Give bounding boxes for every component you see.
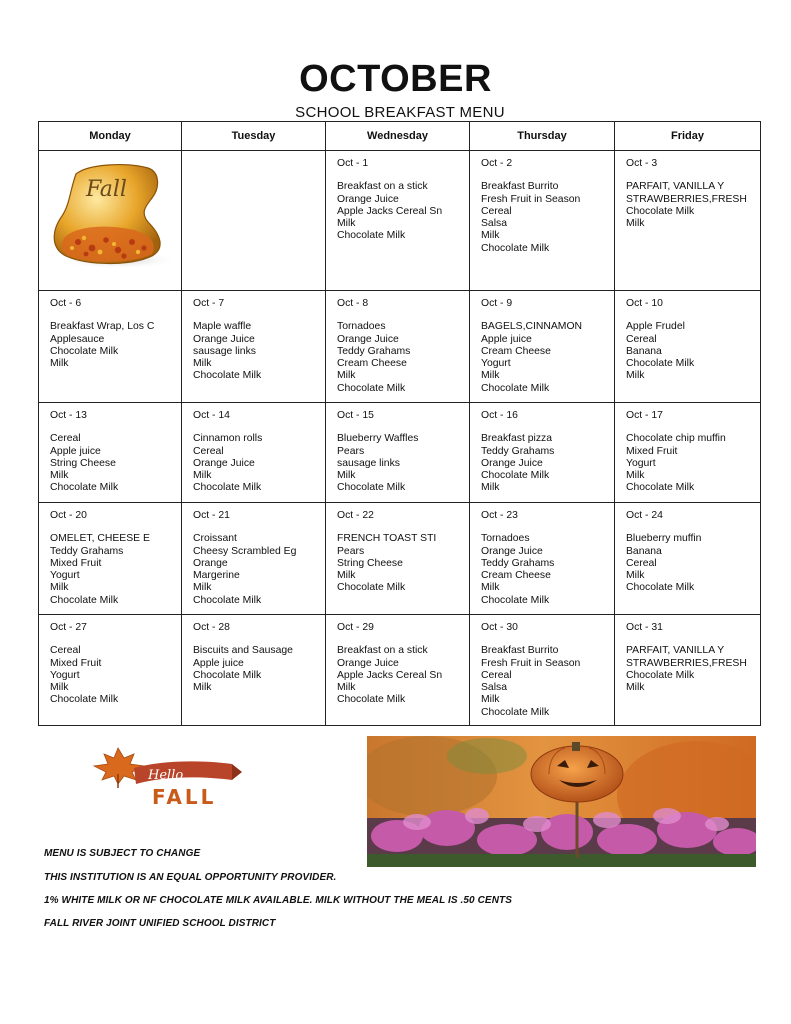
day-date: Oct - 21 bbox=[193, 510, 230, 521]
menu-item: Milk bbox=[626, 370, 645, 382]
menu-item: Breakfast Burrito bbox=[481, 645, 559, 657]
menu-item: Mixed Fruit bbox=[50, 557, 102, 569]
day-cell bbox=[615, 151, 761, 291]
menu-item: Pears bbox=[337, 545, 365, 557]
menu-item: Milk bbox=[481, 694, 500, 706]
menu-item: Orange Juice bbox=[337, 193, 399, 205]
menu-item: Breakfast on a stick bbox=[337, 645, 428, 657]
note-menu-subject-to-change: MENU IS SUBJECT TO CHANGE bbox=[44, 848, 201, 859]
day-cell bbox=[326, 403, 470, 503]
menu-item: sausage links bbox=[337, 457, 400, 469]
menu-item: Pears bbox=[337, 445, 365, 457]
menu-item: PARFAIT, VANILLA Y bbox=[626, 645, 725, 657]
menu-item: Orange Juice bbox=[193, 457, 255, 469]
note-school-district: FALL RIVER JOINT UNIFIED SCHOOL DISTRICT bbox=[44, 918, 276, 929]
fall-pot-word: Fall bbox=[86, 177, 127, 202]
menu-item: Chocolate Milk bbox=[50, 482, 119, 494]
day-date: Oct - 20 bbox=[50, 510, 87, 521]
menu-item: Applesauce bbox=[50, 333, 105, 345]
note-equal-opportunity: THIS INSTITUTION IS AN EQUAL OPPORTUNITY PROVIDER. bbox=[44, 872, 337, 883]
day-date: Oct - 14 bbox=[193, 410, 230, 421]
menu-item: Chocolate Milk bbox=[337, 482, 406, 494]
menu-item: Blueberry Waffles bbox=[337, 433, 419, 445]
menu-item: Chocolate Milk bbox=[50, 345, 119, 357]
menu-item: Chocolate Milk bbox=[481, 242, 550, 254]
menu-item: Teddy Grahams bbox=[481, 557, 555, 569]
day-date: Oct - 29 bbox=[337, 622, 374, 633]
day-cell bbox=[615, 615, 761, 726]
menu-item: Croissant bbox=[193, 533, 237, 545]
day-cell bbox=[39, 403, 182, 503]
fall-pot-illustration bbox=[48, 160, 180, 270]
hello-fall-illustration bbox=[82, 742, 272, 807]
menu-item: Chocolate Milk bbox=[193, 370, 262, 382]
day-date: Oct - 10 bbox=[626, 298, 663, 309]
menu-item: Teddy Grahams bbox=[481, 445, 555, 457]
day-cell bbox=[182, 291, 326, 403]
menu-item: Chocolate Milk bbox=[337, 230, 406, 242]
menu-item: Milk bbox=[626, 470, 645, 482]
day-header: Friday bbox=[615, 122, 761, 151]
menu-item: Salsa bbox=[481, 682, 507, 694]
menu-item: Breakfast Burrito bbox=[481, 181, 559, 193]
menu-item: BAGELS,CINNAMON bbox=[481, 321, 583, 333]
day-date: Oct - 24 bbox=[626, 510, 663, 521]
menu-item: STRAWBERRIES,FRESH bbox=[626, 657, 747, 669]
menu-item: Milk bbox=[193, 358, 212, 370]
day-cell bbox=[326, 291, 470, 403]
menu-item: Milk bbox=[626, 570, 645, 582]
menu-item: Chocolate Milk bbox=[193, 482, 262, 494]
hello-word: Hello bbox=[148, 768, 184, 783]
day-date: Oct - 28 bbox=[193, 622, 230, 633]
menu-item: Chocolate Milk bbox=[626, 482, 695, 494]
menu-item: String Cheese bbox=[337, 557, 403, 569]
menu-item: Blueberry muffin bbox=[626, 533, 702, 545]
menu-item: PARFAIT, VANILLA Y bbox=[626, 181, 725, 193]
menu-item: Chocolate Milk bbox=[481, 382, 550, 394]
menu-item: Tornadoes bbox=[481, 533, 530, 545]
day-date: Oct - 17 bbox=[626, 410, 663, 421]
menu-item: Chocolate Milk bbox=[626, 582, 695, 594]
menu-item: Apple Jacks Cereal Sn bbox=[337, 205, 443, 217]
menu-item: Orange bbox=[193, 557, 228, 569]
day-cell bbox=[182, 151, 326, 291]
day-cell bbox=[470, 503, 615, 615]
day-cell bbox=[182, 503, 326, 615]
menu-item: Chocolate Milk bbox=[193, 669, 262, 681]
menu-item: Orange Juice bbox=[481, 457, 543, 469]
day-date: Oct - 6 bbox=[50, 298, 82, 309]
menu-item: Banana bbox=[626, 345, 662, 357]
menu-item: Milk bbox=[193, 470, 212, 482]
menu-item: Milk bbox=[626, 218, 645, 230]
menu-item: Orange Juice bbox=[337, 333, 399, 345]
menu-item: Chocolate Milk bbox=[50, 594, 119, 606]
menu-item: Maple waffle bbox=[193, 321, 252, 333]
menu-item: Cereal bbox=[481, 669, 512, 681]
menu-item: Yogurt bbox=[50, 570, 80, 582]
menu-item: Orange Juice bbox=[193, 333, 255, 345]
menu-item: Teddy Grahams bbox=[50, 545, 124, 557]
day-date: Oct - 2 bbox=[481, 158, 513, 169]
menu-item: Cream Cheese bbox=[481, 345, 551, 357]
menu-item: Chocolate Milk bbox=[193, 594, 262, 606]
day-date: Oct - 7 bbox=[193, 298, 225, 309]
menu-item: Biscuits and Sausage bbox=[193, 645, 293, 657]
menu-item: Chocolate Milk bbox=[626, 358, 695, 370]
menu-item: Teddy Grahams bbox=[337, 345, 411, 357]
day-cell bbox=[326, 503, 470, 615]
day-cell bbox=[326, 151, 470, 291]
menu-item: Milk bbox=[50, 358, 69, 370]
day-header: Tuesday bbox=[182, 122, 326, 151]
menu-item: Chocolate Milk bbox=[337, 582, 406, 594]
menu-item: Apple Frudel bbox=[626, 321, 685, 333]
menu-item: Cereal bbox=[50, 433, 81, 445]
menu-item: Milk bbox=[337, 470, 356, 482]
menu-item: Mixed Fruit bbox=[626, 445, 678, 457]
day-cell bbox=[470, 403, 615, 503]
menu-item: Milk bbox=[50, 682, 69, 694]
day-date: Oct - 23 bbox=[481, 510, 518, 521]
menu-item: Chocolate Milk bbox=[337, 694, 406, 706]
day-cell bbox=[470, 291, 615, 403]
day-date: Oct - 13 bbox=[50, 410, 87, 421]
menu-item: Milk bbox=[193, 582, 212, 594]
day-cell bbox=[39, 291, 182, 403]
menu-item: Orange Juice bbox=[481, 545, 543, 557]
menu-item: Cereal bbox=[193, 445, 224, 457]
menu-item: String Cheese bbox=[50, 457, 116, 469]
menu-item: Breakfast on a stick bbox=[337, 181, 428, 193]
menu-item: Milk bbox=[50, 582, 69, 594]
menu-item: Milk bbox=[626, 682, 645, 694]
day-date: Oct - 9 bbox=[481, 298, 513, 309]
menu-item: FRENCH TOAST STI bbox=[337, 533, 437, 545]
menu-item: Cereal bbox=[481, 205, 512, 217]
menu-item: Chocolate Milk bbox=[626, 669, 695, 681]
menu-item: Chocolate Milk bbox=[626, 205, 695, 217]
menu-item: Banana bbox=[626, 545, 662, 557]
menu-subtitle: SCHOOL BREAKFAST MENU bbox=[295, 104, 505, 121]
menu-item: Chocolate Milk bbox=[50, 694, 119, 706]
day-date: Oct - 27 bbox=[50, 622, 87, 633]
menu-item: Cereal bbox=[626, 333, 657, 345]
day-date: Oct - 3 bbox=[626, 158, 658, 169]
menu-item: Yogurt bbox=[50, 669, 80, 681]
menu-item: Cheesy Scrambled Eg bbox=[193, 545, 297, 557]
menu-item: Milk bbox=[337, 218, 356, 230]
menu-title: OCTOBER bbox=[299, 58, 492, 100]
day-cell bbox=[470, 615, 615, 726]
menu-item: Orange Juice bbox=[337, 657, 399, 669]
menu-item: Breakfast Wrap, Los C bbox=[50, 321, 155, 333]
menu-item: Mixed Fruit bbox=[50, 657, 102, 669]
day-cell bbox=[182, 403, 326, 503]
menu-item: Apple juice bbox=[50, 445, 101, 457]
day-date: Oct - 16 bbox=[481, 410, 518, 421]
menu-item: Apple juice bbox=[481, 333, 532, 345]
menu-item: Tornadoes bbox=[337, 321, 386, 333]
menu-item: Chocolate chip muffin bbox=[626, 433, 726, 445]
day-header-row bbox=[39, 122, 761, 151]
menu-item: Milk bbox=[50, 470, 69, 482]
day-cell bbox=[470, 151, 615, 291]
menu-item: Cereal bbox=[50, 645, 81, 657]
day-header: Thursday bbox=[470, 122, 615, 151]
menu-item: Salsa bbox=[481, 218, 507, 230]
menu-item: STRAWBERRIES,FRESH bbox=[626, 193, 747, 205]
menu-item: Milk bbox=[193, 682, 212, 694]
menu-item: Cinnamon rolls bbox=[193, 433, 263, 445]
day-date: Oct - 1 bbox=[337, 158, 369, 169]
menu-item: Milk bbox=[337, 570, 356, 582]
day-header: Monday bbox=[39, 122, 182, 151]
menu-item: Fresh Fruit in Season bbox=[481, 657, 581, 669]
menu-item: Milk bbox=[481, 482, 500, 494]
menu-item: Apple juice bbox=[193, 657, 244, 669]
week-row bbox=[39, 503, 761, 615]
menu-item: Milk bbox=[337, 370, 356, 382]
week-row bbox=[39, 403, 761, 503]
menu-item: Yogurt bbox=[626, 457, 656, 469]
menu-item: Chocolate Milk bbox=[481, 594, 550, 606]
day-cell bbox=[615, 291, 761, 403]
day-header: Wednesday bbox=[326, 122, 470, 151]
day-date: Oct - 15 bbox=[337, 410, 374, 421]
menu-item: Chocolate Milk bbox=[481, 706, 550, 718]
day-cell bbox=[182, 615, 326, 726]
menu-item: Apple Jacks Cereal Sn bbox=[337, 669, 443, 681]
menu-item: OMELET, CHEESE E bbox=[50, 533, 150, 545]
week-row bbox=[39, 615, 761, 726]
menu-item: Cream Cheese bbox=[481, 570, 551, 582]
day-date: Oct - 30 bbox=[481, 622, 518, 633]
day-cell bbox=[39, 615, 182, 726]
menu-item: Milk bbox=[481, 370, 500, 382]
note-milk-availability: 1% WHITE MILK OR NF CHOCOLATE MILK AVAILABLE. MILK WITHOUT THE MEAL IS .50 CENTS bbox=[44, 895, 512, 906]
day-date: Oct - 8 bbox=[337, 298, 369, 309]
menu-item: Chocolate Milk bbox=[481, 470, 550, 482]
fall-banner-word: FALL bbox=[152, 785, 217, 807]
menu-item: Milk bbox=[481, 582, 500, 594]
menu-item: Fresh Fruit in Season bbox=[481, 193, 581, 205]
day-cell bbox=[326, 615, 470, 726]
menu-item: Milk bbox=[337, 682, 356, 694]
menu-item: Chocolate Milk bbox=[337, 382, 406, 394]
menu-item: sausage links bbox=[193, 345, 256, 357]
menu-item: Margerine bbox=[193, 570, 240, 582]
day-date: Oct - 22 bbox=[337, 510, 374, 521]
day-date: Oct - 31 bbox=[626, 622, 663, 633]
menu-item: Cereal bbox=[626, 557, 657, 569]
day-cell bbox=[39, 503, 182, 615]
menu-item: Breakfast pizza bbox=[481, 433, 553, 445]
menu-item: Yogurt bbox=[481, 358, 511, 370]
menu-item: Milk bbox=[481, 230, 500, 242]
pumpkin-heather-photo bbox=[367, 736, 756, 867]
day-cell bbox=[615, 403, 761, 503]
day-cell bbox=[615, 503, 761, 615]
week-row bbox=[39, 291, 761, 403]
menu-item: Cream Cheese bbox=[337, 358, 407, 370]
